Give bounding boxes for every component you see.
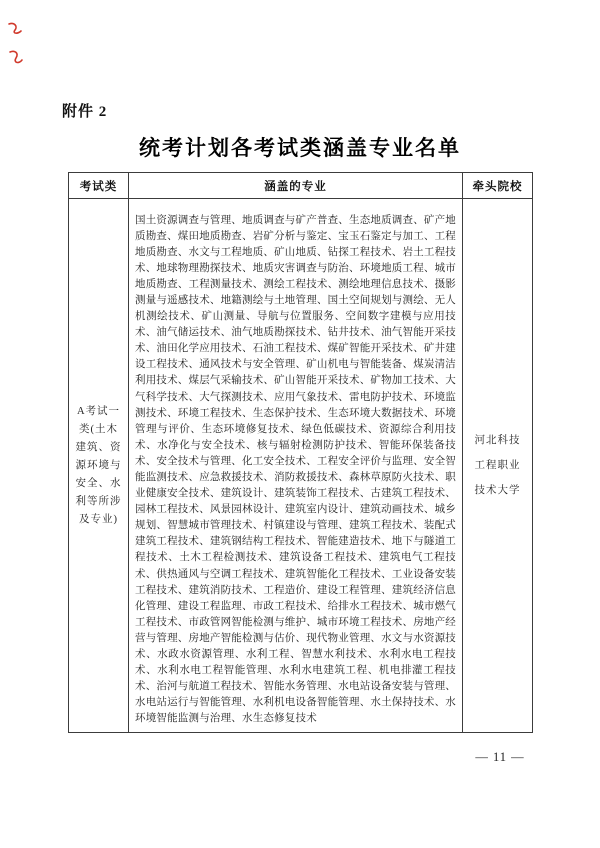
header-exam-class: 考试类	[69, 173, 129, 199]
table-header-row	[69, 173, 533, 199]
header-lead-school: 牵头院校	[463, 173, 533, 199]
header-covered-majors: 涵盖的专业	[129, 173, 463, 199]
lead-school-line: 工程职业	[474, 460, 521, 471]
majors-table	[68, 172, 533, 733]
red-pen-marks-icon	[5, 20, 27, 72]
lead-school-line: 技术大学	[474, 485, 521, 496]
page-number: — 11 —	[475, 750, 525, 764]
exam-class-cell: A考试一类(土木建筑、资源环境与安全、水利等所涉及专业)	[69, 199, 129, 733]
covered-majors-cell: 国土资源调查与管理、地质调查与矿产普查、生态地质调查、矿产地质勘查、煤田地质勘查、岩矿分析与鉴定、宝玉石鉴定与加工、工程地质勘查、水文与工程地质、矿山地质、钻探工程技术、岩土工程技术、地球物理勘探技术、地质灾害调查与防治、环境地质工程、城市地质勘查、工程测量技术、测绘工程技术、测绘地理信息技术、摄影测量与遥感技术、地籍测绘与土地管理、国土空间规划与测绘、无人机测绘技术、矿山测量、导航与位置服务、空间数字建模与应用技术、油气储运技术、油气地质勘探技术、钻井技术、油气智能开采技术、油田化学应用技术、石油工程技术、煤矿智能开采技术、矿井建设工程技术、通风技术与安全管理、矿山机电与智能装备、煤炭清洁利用技术、煤层气采输技术、矿山智能开采技术、矿物加工技术、大气科学技术、大气探测技术、应用气象技术、雷电防护技术、环境监测技术、环境工程技术、生态保护技术、生态环境大数据技术、环境管理与评价、生态环境修复技术、绿色低碳技术、资源综合利用技术、水净化与安全技术、核与辐射检测防护技术、智能环保装备技术、安全技术与管理、化工安全技术、工程安全评价与监理、安全智能监测技术、应急救援技术、消防救援技术、森林草原防火技术、职业健康安全技术、建筑设计、建筑装饰工程技术、古建筑工程技术、园林工程技术、风景园林设计、建筑室内设计、建筑动画技术、城乡规划、智慧城市管理技术、村镇建设与管理、建筑工程技术、装配式建筑工程技术、建筑钢结构工程技术、智能建造技术、地下与隧道工程技术、土木工程检测技术、建筑设备工程技术、建筑电气工程技术、供热通风与空调工程技术、建筑智能化工程技术、工业设备安装工程技术、建筑消防技术、工程造价、建设工程管理、建筑经济信息化管理、建设工程监理、市政工程技术、给排水工程技术、城市燃气工程技术、市政管网智能检测与维护、城市环境工程技术、房地产经营与管理、房地产智能检测与估价、现代物业管理、水文与水资源技术、水政水资源管理、水利工程、智慧水利技术、水利水电工程技术、水利水电工程智能管理、水利水电建筑工程、机电排灌工程技术、治河与航道工程技术、智能水务管理、水电站设备安装与管理、水电站运行与智能管理、水利机电设备智能管理、水土保持技术、水环境智能监测与治理、水生态修复技术	[129, 199, 463, 733]
attachment-label: 附件 2	[62, 104, 108, 120]
table-row	[69, 199, 533, 733]
lead-school-cell	[463, 199, 533, 733]
document-title: 统考计划各考试类涵盖专业名单	[139, 136, 461, 160]
lead-school-line: 河北科技	[474, 435, 521, 446]
